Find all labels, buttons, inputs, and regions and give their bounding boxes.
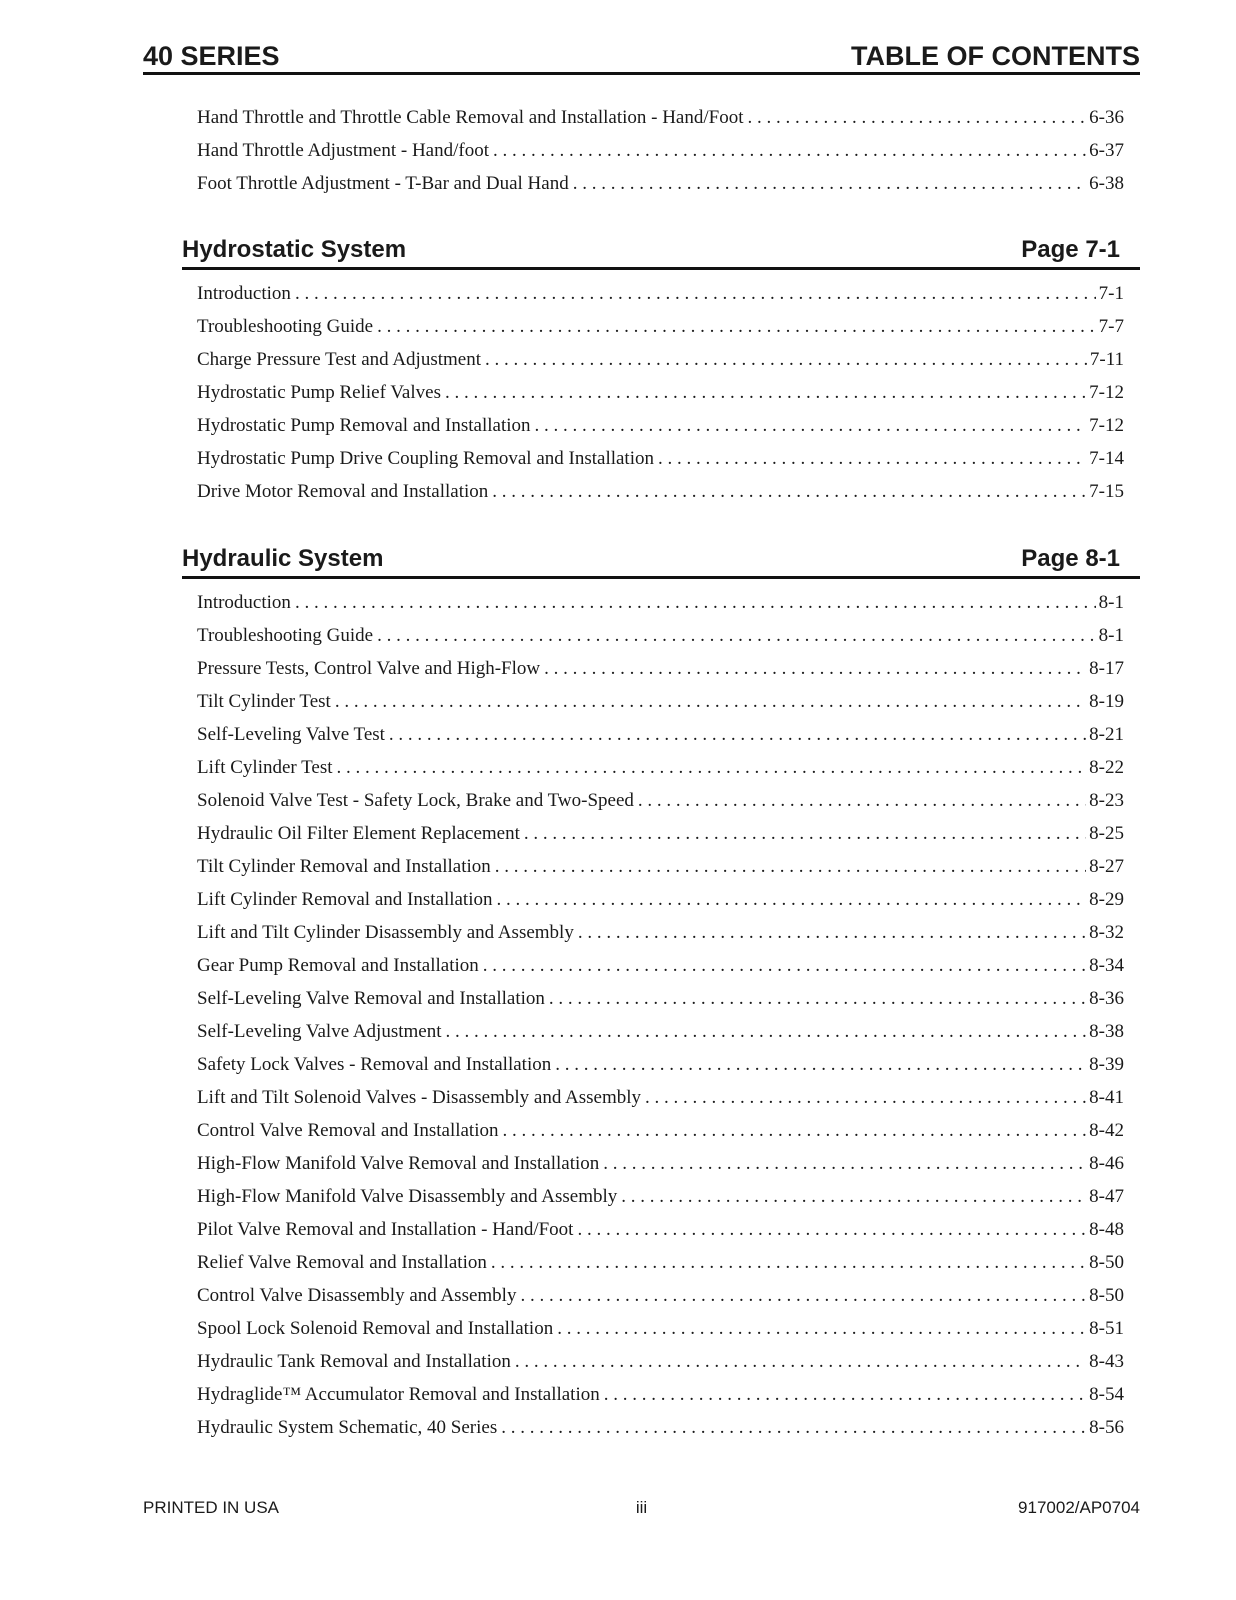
dot-leader <box>337 751 1087 784</box>
dot-leader <box>445 376 1086 409</box>
toc-entry[interactable] <box>182 1015 1140 1048</box>
toc-entry-page: 8-22 <box>1089 757 1124 778</box>
toc-entry-page: 8-27 <box>1089 856 1124 877</box>
toc-entry-page: 8-34 <box>1089 955 1124 976</box>
toc-entry-title: High-Flow Manifold Valve Removal and Installation <box>197 1153 600 1174</box>
toc-entry-page: 8-50 <box>1089 1252 1124 1273</box>
toc-entry[interactable] <box>182 1378 1140 1411</box>
dot-leader <box>483 949 1086 982</box>
continued-entry-list <box>182 101 1140 200</box>
toc-entry[interactable] <box>182 134 1140 167</box>
section-page[interactable]: Page 7-1 <box>1021 236 1120 263</box>
toc-entry-title: Lift and Tilt Cylinder Disassembly and Assembly <box>197 922 574 943</box>
dot-leader <box>645 1081 1086 1114</box>
hydraulic-section <box>182 541 1140 1444</box>
toc-entry-title: Control Valve Removal and Installation <box>197 1120 499 1141</box>
section-heading <box>182 541 1140 579</box>
toc-entry[interactable] <box>182 442 1140 475</box>
dot-leader <box>497 883 1087 916</box>
dot-leader <box>492 475 1086 508</box>
hydraulic-entry-list <box>182 586 1140 1444</box>
toc-entry[interactable] <box>182 1147 1140 1180</box>
toc-entry-title: Hand Throttle and Throttle Cable Removal and Installation - Hand/Foot <box>197 107 744 128</box>
toc-entry-title: Pressure Tests, Control Valve and High-Flow <box>197 658 541 679</box>
section-title[interactable]: Hydraulic System <box>182 545 384 572</box>
dot-leader <box>446 1015 1087 1048</box>
toc-entry[interactable] <box>182 409 1140 442</box>
toc-entry-page: 7-14 <box>1089 448 1124 469</box>
section-page[interactable]: Page 8-1 <box>1021 545 1120 572</box>
toc-entry-title: Tilt Cylinder Test <box>197 691 331 712</box>
toc-entry[interactable] <box>182 619 1140 652</box>
toc-entry-page: 8-50 <box>1089 1285 1124 1306</box>
toc-entry[interactable] <box>182 1345 1140 1378</box>
document-number: 917002/AP0704 <box>1018 1498 1140 1517</box>
toc-entry-title: Lift Cylinder Test <box>197 757 333 778</box>
toc-entry-title: Hydraulic System Schematic, 40 Series <box>197 1417 498 1438</box>
dot-leader <box>501 1411 1086 1444</box>
toc-entry[interactable] <box>182 277 1140 310</box>
toc-entry-page: 7-11 <box>1089 349 1124 370</box>
toc-entry[interactable] <box>182 1180 1140 1213</box>
section-title[interactable]: Hydrostatic System <box>182 236 407 263</box>
toc-entry-title: Hydrostatic Pump Relief Valves <box>197 382 441 403</box>
dot-leader <box>604 1378 1086 1411</box>
toc-entry[interactable] <box>182 1411 1140 1444</box>
toc-entry[interactable] <box>182 784 1140 817</box>
toc-entry-page: 8-32 <box>1089 922 1124 943</box>
dot-leader <box>515 1345 1086 1378</box>
toc-entry-title: Solenoid Valve Test - Safety Lock, Brake and Two-Speed <box>197 790 634 811</box>
toc-entry-page: 8-47 <box>1089 1186 1124 1207</box>
toc-entry-page: 7-12 <box>1089 415 1124 436</box>
dot-leader <box>503 1114 1087 1147</box>
dot-leader <box>491 1246 1086 1279</box>
toc-entry-title: Pilot Valve Removal and Installation - Hand/Foot <box>197 1219 574 1240</box>
printed-in-label: PRINTED IN USA <box>143 1498 280 1517</box>
toc-entry[interactable] <box>182 652 1140 685</box>
toc-entry[interactable] <box>182 1048 1140 1081</box>
toc-entry-title: Safety Lock Valves - Removal and Installation <box>197 1054 552 1075</box>
dot-leader <box>520 1279 1086 1312</box>
dot-leader <box>335 685 1086 718</box>
dot-leader <box>377 619 1096 652</box>
dot-leader <box>295 277 1096 310</box>
toc-entry-title: Hydraulic Tank Removal and Installation <box>197 1351 511 1372</box>
toc-entry[interactable] <box>182 685 1140 718</box>
hydrostatic-entry-list <box>182 277 1140 508</box>
dot-leader <box>485 343 1087 376</box>
toc-entry-page: 8-39 <box>1089 1054 1124 1075</box>
toc-entry-page: 8-29 <box>1089 889 1124 910</box>
toc-entry-page: 8-19 <box>1089 691 1124 712</box>
toc-entry[interactable] <box>182 343 1140 376</box>
toc-entry-title: Introduction <box>197 283 291 304</box>
toc-entry[interactable] <box>182 751 1140 784</box>
page-footer <box>143 1496 1140 1520</box>
toc-entry-page: 8-1 <box>1098 592 1124 613</box>
toc-entry-title: Hand Throttle Adjustment - Hand/foot <box>197 140 489 161</box>
dot-leader <box>603 1147 1086 1180</box>
dot-leader <box>493 134 1086 167</box>
dot-leader <box>524 817 1086 850</box>
toc-entry[interactable] <box>182 1114 1140 1147</box>
toc-entry-page: 8-38 <box>1089 1021 1124 1042</box>
toc-entry[interactable] <box>182 850 1140 883</box>
hydrostatic-section <box>182 232 1140 508</box>
toc-entry-title: Self-Leveling Valve Removal and Installation <box>197 988 545 1009</box>
toc-entry-title: Gear Pump Removal and Installation <box>197 955 479 976</box>
dot-leader <box>573 167 1086 200</box>
toc-entry-page: 7-1 <box>1098 283 1124 304</box>
toc-entry[interactable] <box>182 1081 1140 1114</box>
toc-entry[interactable] <box>182 475 1140 508</box>
page-header <box>143 40 1140 75</box>
toc-entry-page: 8-1 <box>1098 625 1124 646</box>
toc-entry-page: 6-36 <box>1089 107 1124 128</box>
toc-entry-page: 8-46 <box>1089 1153 1124 1174</box>
toc-entry-page: 8-43 <box>1089 1351 1124 1372</box>
toc-entry[interactable] <box>182 1246 1140 1279</box>
toc-entry-page: 7-12 <box>1089 382 1124 403</box>
toc-entry-title: Lift and Tilt Solenoid Valves - Disassembly and Assembly <box>197 1087 642 1108</box>
toc-entry[interactable] <box>182 101 1140 134</box>
toc-entry-page: 8-25 <box>1089 823 1124 844</box>
toc-entry-title: Troubleshooting Guide <box>197 625 374 646</box>
dot-leader <box>295 586 1096 619</box>
dot-leader <box>495 850 1086 883</box>
toc-entry[interactable] <box>182 376 1140 409</box>
toc-entry-title: Charge Pressure Test and Adjustment <box>197 349 481 370</box>
toc-entry[interactable] <box>182 817 1140 850</box>
toc-entry-page: 8-51 <box>1089 1318 1124 1339</box>
dot-leader <box>748 101 1087 134</box>
dot-leader <box>535 409 1087 442</box>
toc-entry-title: Relief Valve Removal and Installation <box>197 1252 487 1273</box>
toc-entry-page: 8-48 <box>1089 1219 1124 1240</box>
dot-leader <box>555 1048 1086 1081</box>
toc-entry-title: Tilt Cylinder Removal and Installation <box>197 856 491 877</box>
toc-entry-page: 7-7 <box>1098 316 1124 337</box>
toc-entry-title: Drive Motor Removal and Installation <box>197 481 489 502</box>
toc-entry-title: High-Flow Manifold Valve Disassembly and Assembly <box>197 1186 618 1207</box>
toc-entry-page: 8-17 <box>1089 658 1124 679</box>
toc-entry[interactable] <box>182 949 1140 982</box>
dot-leader <box>638 784 1086 817</box>
toc-entry-title: Self-Leveling Valve Adjustment <box>197 1021 442 1042</box>
series-title: 40 SERIES <box>143 41 280 71</box>
page-title: TABLE OF CONTENTS <box>851 41 1140 71</box>
dot-leader <box>621 1180 1086 1213</box>
toc-entry-title: Introduction <box>197 592 291 613</box>
toc-entry-title: Troubleshooting Guide <box>197 316 374 337</box>
toc-entry[interactable] <box>182 982 1140 1015</box>
toc-entry-page: 8-56 <box>1089 1417 1124 1438</box>
toc-entry-page: 7-15 <box>1089 481 1124 502</box>
toc-entry-title: Hydrostatic Pump Removal and Installation <box>197 415 531 436</box>
toc-entry[interactable] <box>182 718 1140 751</box>
dot-leader <box>577 1213 1086 1246</box>
toc-entry-title: Control Valve Disassembly and Assembly <box>197 1285 517 1306</box>
toc-entry-page: 8-23 <box>1089 790 1124 811</box>
dot-leader <box>578 916 1086 949</box>
dot-leader <box>544 652 1086 685</box>
toc-entry[interactable] <box>182 1312 1140 1345</box>
toc-entry[interactable] <box>182 883 1140 916</box>
toc-entry-title: Lift Cylinder Removal and Installation <box>197 889 493 910</box>
toc-entry-page: 8-54 <box>1089 1384 1124 1405</box>
toc-entry-page: 8-36 <box>1089 988 1124 1009</box>
toc-entry[interactable] <box>182 310 1140 343</box>
toc-entry[interactable] <box>182 1213 1140 1246</box>
toc-entry-title: Foot Throttle Adjustment - T-Bar and Dual Hand <box>197 173 569 194</box>
toc-entry-page: 8-42 <box>1089 1120 1124 1141</box>
toc-entry-title: Spool Lock Solenoid Removal and Installation <box>197 1318 554 1339</box>
dot-leader <box>557 1312 1086 1345</box>
toc-entry-title: Hydraglide™ Accumulator Removal and Installation <box>197 1384 600 1405</box>
toc-entry-page: 8-21 <box>1089 724 1124 745</box>
page-number: iii <box>635 1498 648 1517</box>
toc-entry[interactable] <box>182 1279 1140 1312</box>
dot-leader <box>377 310 1096 343</box>
toc-entry[interactable] <box>182 167 1140 200</box>
toc-entry-page: 6-38 <box>1089 173 1124 194</box>
dot-leader <box>389 718 1086 751</box>
toc-entry[interactable] <box>182 916 1140 949</box>
continued-section <box>182 101 1140 200</box>
toc-entry-page: 8-41 <box>1089 1087 1124 1108</box>
toc-entry[interactable] <box>182 586 1140 619</box>
toc-entry-page: 6-37 <box>1089 140 1124 161</box>
section-heading <box>182 232 1140 270</box>
toc-entry-title: Hydraulic Oil Filter Element Replacement <box>197 823 520 844</box>
dot-leader <box>549 982 1086 1015</box>
toc-entry-title: Hydrostatic Pump Drive Coupling Removal and Installation <box>197 448 654 469</box>
dot-leader <box>658 442 1086 475</box>
toc-entry-title: Self-Leveling Valve Test <box>197 724 385 745</box>
